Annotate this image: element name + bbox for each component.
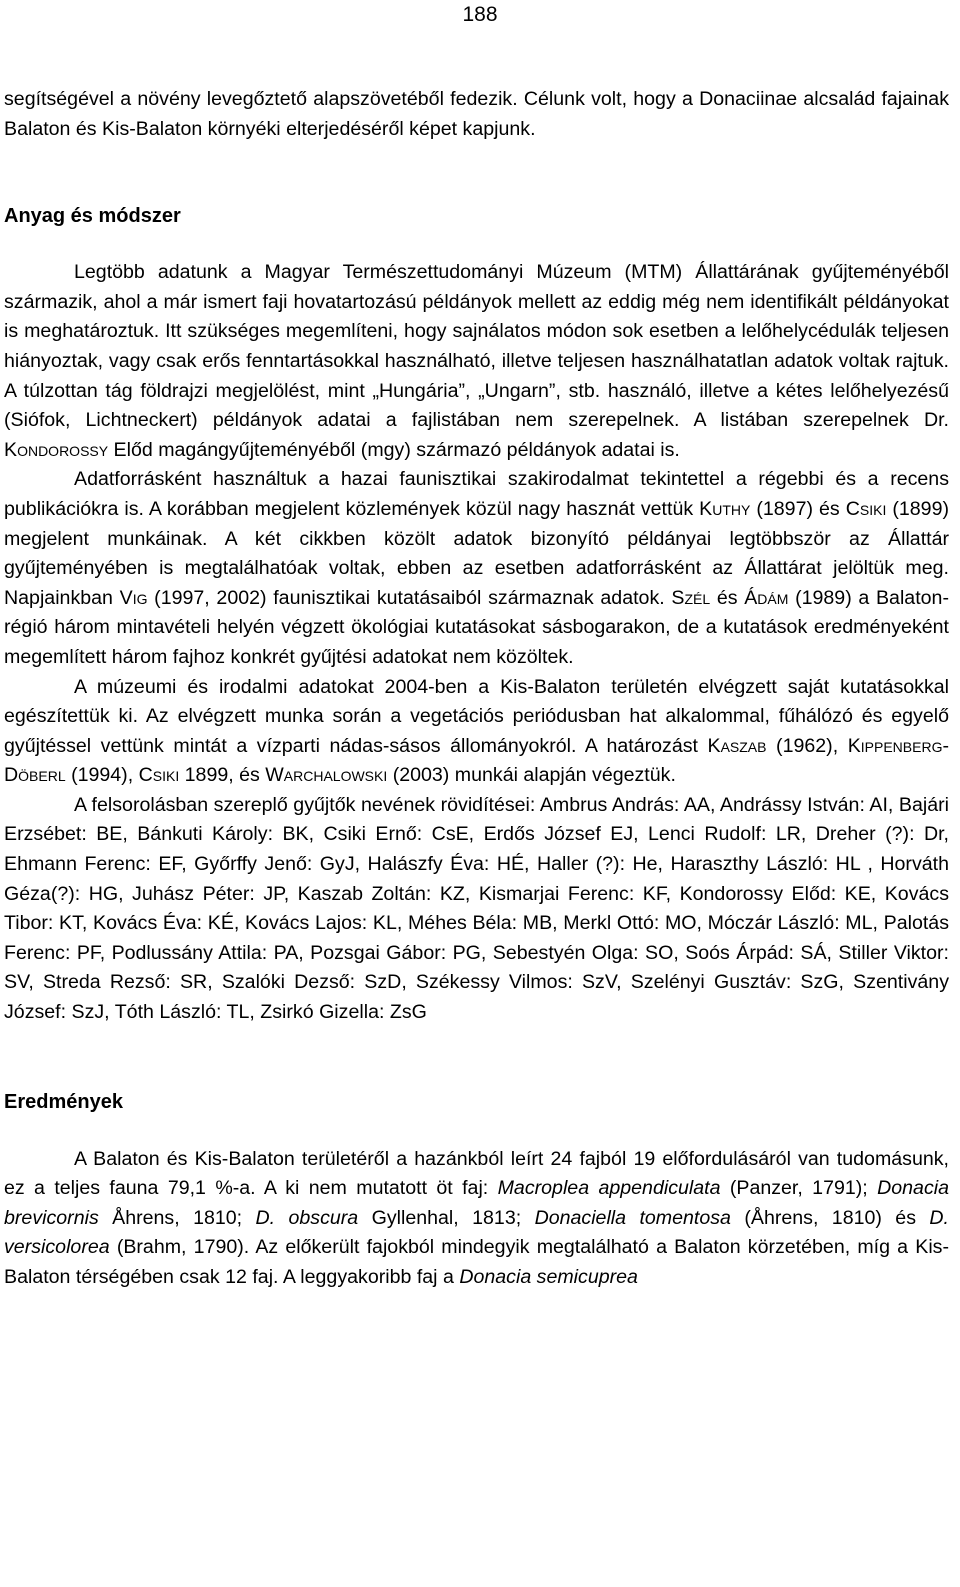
- section-heading-results: Eredmények: [4, 1090, 123, 1113]
- author-name: Kippenberg-Döberl: [4, 734, 949, 787]
- text-run: A Balaton és Kis-Balaton területéről a hazánkból leírt 24 fajból 19 előfordulásáról van tudomásunk, ez a teljes fauna 79,1 %-a. A ki nem mutatott öt faj:: [4, 1147, 949, 1200]
- author-name: Kaszab: [707, 734, 767, 757]
- page-number: 188: [462, 3, 498, 26]
- text-run: Adatforrásként használtuk a hazai faunisztikai szakirodalmat tekintettel a régebbi és a recens publikációkra is. A korábban megjelent közlemények közül nagy hasznát vettük: [4, 468, 949, 520]
- methods-paragraph-collectors: A felsorolásban szereplő gyűjtők nevének rövidítései: Ambrus András: AA, Andrássy István: AI, Bajári Erzsébet: BE, Bánkuti Károly: BK, Csiki Ernő: CsE, Erdős József EJ, Lenci Rudolf: LR, Dreher (?): Dr, Ehmann Ferenc: EF, Győrffy Jenő: GyJ, Halászfy Éva: HÉ, Haller (?): He, Haraszthy László: HL , Horváth Géza(?): HG, Juhász Péter: JP, Kaszab Zoltán: KZ, Kismarjai Ferenc: KF, Kondorossy Előd: KE, Kovács Tibor: KT, Kovács Éva: KÉ, Kovács Lajos: KL, Méhes Béla: MB, Merkl Ottó: MO, Móczár László: ML, Palotás Ferenc: PF, Podlussány Attila: PA, Pozsgai Gábor: PG, Sebestyén Olga: SO, Soós Árpád: SÁ, Stiller Viktor: SV, Streda Rezső: SR, Szalóki Dezső: SzD, Székessy Vilmos: SzV, Szelényi Gusztáv: SzG, Szentivány József: SzJ, Tóth László: TL, Zsirkó Gizella: ZsG: [4, 793, 949, 1024]
- text-run: Legtöbb adatunk a Magyar Természettudományi Múzeum (MTM) Állattárának gyűjteményéből származik, ahol a már ismert faji hovatartozású példányok mellett az eddig még nem identifikált példányokat is meghatároztuk. Itt szükséges megemlíteni, hogy sajnálatos módon sok esetben a lelőhelycédulák teljesen hiányoztak, vagy csak erős fenntartásokkal használható, illetve teljesen használhatatlan adatok voltak rajtuk. A túlzottan tág földrajzi megjelölést, mint „Hungária”, „Ungarn”, stb. használó, illetve a kétes lelőhelyezésű (Siófok, Lichtneckert) példányok adatai a fajlistában nem szerepelnek. A listában szerepelnek Dr.: [4, 261, 949, 432]
- text-run: (Åhrens, 1810) és: [730, 1206, 930, 1229]
- text-run: (1897) és: [750, 497, 846, 520]
- species-name: Macroplea appendiculata: [497, 1177, 721, 1200]
- author-name: Szél: [671, 586, 711, 609]
- species-name: Donaciella tomentosa: [534, 1206, 731, 1229]
- text-run: (Brahm, 1790). Az előkerült fajokból mindegyik megtalálható a Balaton körzetében, míg a Kis-Balaton térségében csak 12 faj. A leggyakoribb faj a: [4, 1236, 949, 1288]
- section-heading-methods: Anyag és módszer: [4, 205, 181, 228]
- text-run: Åhrens, 1810;: [98, 1206, 256, 1229]
- author-name: Kondorossy: [4, 438, 109, 461]
- text-run: (Panzer, 1791);: [720, 1177, 878, 1200]
- author-name: Vig: [119, 586, 148, 609]
- author-name: Csiki: [845, 497, 887, 520]
- species-name: Donacia brevicornis: [4, 1177, 949, 1229]
- text-run: Gyllenhal, 1813;: [358, 1206, 535, 1229]
- author-name: Csiki: [138, 764, 180, 787]
- methods-paragraph-2: [4, 465, 949, 672]
- text-run: Előd magángyűjteményéből (mgy) származó példányok adatai is.: [108, 438, 680, 461]
- intro-paragraph: segítségével a növény levegőztető alapszövetéből fedezik. Célunk volt, hogy a Donaciinae alcsalád fajainak Balaton és Kis-Balaton környéki elterjedéséről képet kapjunk.: [4, 88, 949, 140]
- species-name: D. obscura: [255, 1206, 359, 1229]
- text-run: (1997, 2002) faunisztikai kutatásaiból származnak adatok.: [147, 586, 672, 609]
- species-name: D. versicolorea: [4, 1206, 949, 1259]
- text-run: 1899, és: [179, 764, 266, 787]
- author-name: Kuthy: [699, 497, 751, 520]
- species-name: Donacia semicuprea: [459, 1266, 638, 1288]
- text-run: és: [710, 586, 745, 609]
- text-run: A múzeumi és irodalmi adatokat 2004-ben a Kis-Balaton területén elvégzett saját kutatásokkal egészítettük ki. Az elvégzett munka során a vegetációs periódusban hat alkalommal, fűhálózó és egyelő gyűjtéssel vettünk mintát a vízparti nádas-sásos állományokról. A határozást: [4, 675, 949, 757]
- page-content: [4, 85, 949, 1293]
- methods-paragraph-1: [4, 258, 949, 465]
- text-run: (1994),: [65, 764, 139, 787]
- text-run: (2003) munkái alapján végeztük.: [387, 764, 676, 787]
- text-run: (1962),: [766, 734, 848, 757]
- author-name: Warchalowski: [265, 764, 388, 787]
- results-paragraph-1: [4, 1145, 949, 1293]
- text-run: (1899) megjelent munkáinak. A két cikkben közölt adatok bizonyító példányai legtöbbször az Állattár gyűjteményében is megtalálhatóak voltak, ebben az esetben adatforrásként az Állattárat jelöltük meg. Napjainkban: [4, 497, 949, 609]
- author-name: Ádám: [744, 586, 789, 609]
- text-run: (1989) a Balaton-régió három mintavételi helyén végzett ökológiai kutatásokat sásbogarakon, de a kutatások eredményeként megemlített három fajhoz konkrét gyűjtési adatokat nem közöltek.: [4, 586, 949, 668]
- methods-paragraph-3: [4, 673, 949, 791]
